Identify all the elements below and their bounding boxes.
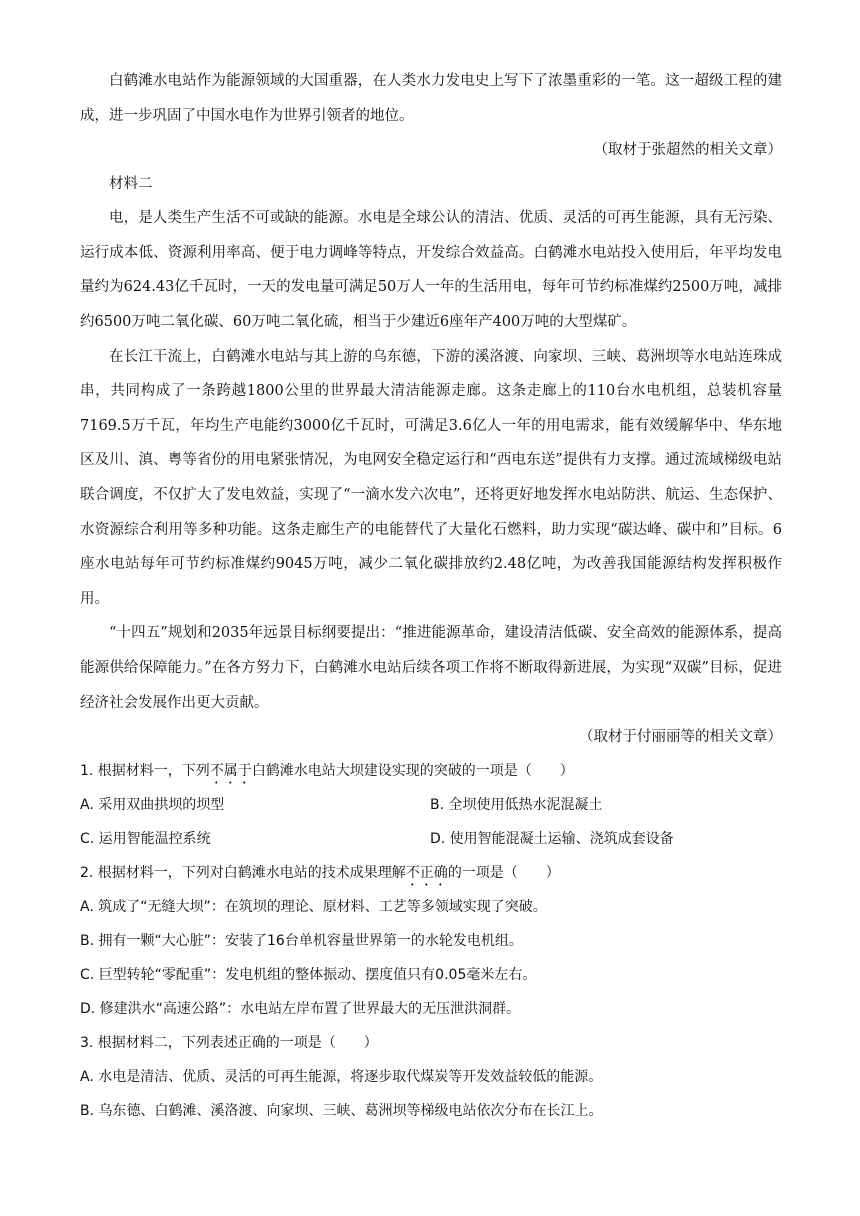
q2-stem-part-a: 2. 根据材料一，下列对白鹤滩水电站的技术成果理解 xyxy=(80,865,406,882)
q1-option-c: C. 运用智能温控系统 xyxy=(80,831,211,848)
q2-option-b: B. 拥有一颗“大心脏”：安装了16台单机容量世界第一的水轮发电机组。 xyxy=(80,933,523,950)
paragraph-material2-2: 在长江干流上，白鹤滩水电站与其上游的乌东德，下游的溪洛渡、向家坝、三峡、葛洲坝等水电站连珠成串，共同构成了一条跨越1800公里的世界最大清洁能源走廊。这条走廊上的110台水电机组，总装机容量7169.5万千瓦，年均生产电能约3000亿千瓦时，可满足3.6亿人一年的用电需求，能有效缓解华中、华东地区及川、滇、粤等省份的用电紧张情况，为电网安全稳定运行和“西电东送”提供有力支撑。通过流域梯级电站联合调度，不仅扩大了发电效益，实现了“一滴水发六次电”，还将更好地发挥水电站防洪、航运、生态保护、水资源综合利用等多种功能。这条走廊生产的电能替代了大量化石燃料，助力实现“碳达峰、碳中和”目标。6座水电站每年可节约标准煤约9045万吨，减少二氧化碳排放约2.48亿吨，为改善我国能源结构发挥积极作用。 xyxy=(80,348,782,607)
q2-stem-part-b: 的一项是（ ） xyxy=(447,865,560,882)
source-citation-1: （取材于张超然的相关文章） xyxy=(593,142,782,159)
q1-stem-part-a: 1. 根据材料一，下列 xyxy=(80,763,210,780)
q1-stem-emphasis: 不属于 xyxy=(209,763,252,780)
q3-option-a: A. 水电是清洁、优质、灵活的可再生能源，将逐步取代煤炭等开发效益较低的能源。 xyxy=(80,1069,603,1086)
q3-option-b: B. 乌东德、白鹤滩、溪洛渡、向家坝、三峡、葛洲坝等梯级电站依次分布在长江上。 xyxy=(80,1103,603,1120)
paragraph-material1-end: 白鹤滩水电站作为能源领域的大国重器，在人类水力发电史上写下了浓墨重彩的一笔。这一超级工程的建成，进一步巩固了中国水电作为世界引领者的地位。 xyxy=(80,73,782,124)
question-3-stem: 3. 根据材料二，下列表述正确的一项是（ ） xyxy=(80,1035,378,1052)
question-1-stem xyxy=(80,754,782,788)
source-citation-2: （取材于付丽丽等的相关文章） xyxy=(579,729,782,746)
q2-stem-emphasis: 不正确 xyxy=(405,865,448,882)
q1-options-row-1 xyxy=(80,788,782,822)
material2-heading: 材料二 xyxy=(109,176,153,193)
q2-option-c: C. 巨型转轮“零配重”：发电机组的整体振动、摆度值只有0.05毫米左右。 xyxy=(80,967,537,984)
q2-option-d: D. 修建洪水“高速公路”：水电站左岸布置了世界最大的无压泄洪洞群。 xyxy=(80,1001,521,1018)
q1-stem-part-b: 白鹤滩水电站大坝建设实现的突破的一项是（ ） xyxy=(251,763,574,780)
paragraph-material2-1: 电，是人类生产生活不可或缺的能源。水电是全球公认的清洁、优质、灵活的可再生能源，具有无污染、运行成本低、资源利用率高、便于电力调峰等特点，开发综合效益高。白鹤滩水电站投入使用后，年平均发电量约为624.43亿千瓦时，一天的发电量可满足50万人一年的生活用电，每年可节约标准煤约2500万吨，减排约6500万吨二氧化碳、60万吨二氧化硫，相当于少建近6座年产400万吨的大型煤矿。 xyxy=(80,210,782,330)
q1-option-d: D. 使用智能混凝土运输、浇筑成套设备 xyxy=(430,831,674,848)
document-page xyxy=(80,64,782,1128)
q2-option-a: A. 筑成了“无缝大坝”：在筑坝的理论、原材料、工艺等多领域实现了突破。 xyxy=(80,899,547,916)
q1-option-a: A. 采用双曲拱坝的坝型 xyxy=(80,797,225,814)
question-2-stem xyxy=(80,856,782,890)
q1-options-row-2 xyxy=(80,822,782,856)
q1-option-b: B. 全坝使用低热水泥混凝土 xyxy=(430,797,603,814)
paragraph-material2-3: “十四五”规划和2035年远景目标纲要提出：“推进能源革命，建设清洁低碳、安全高效的能源体系，提高能源供给保障能力。”在各方努力下，白鹤滩水电站后续各项工作将不断取得新进展，为实现“双碳”目标，促进经济社会发展作出更大贡献。 xyxy=(80,625,782,711)
